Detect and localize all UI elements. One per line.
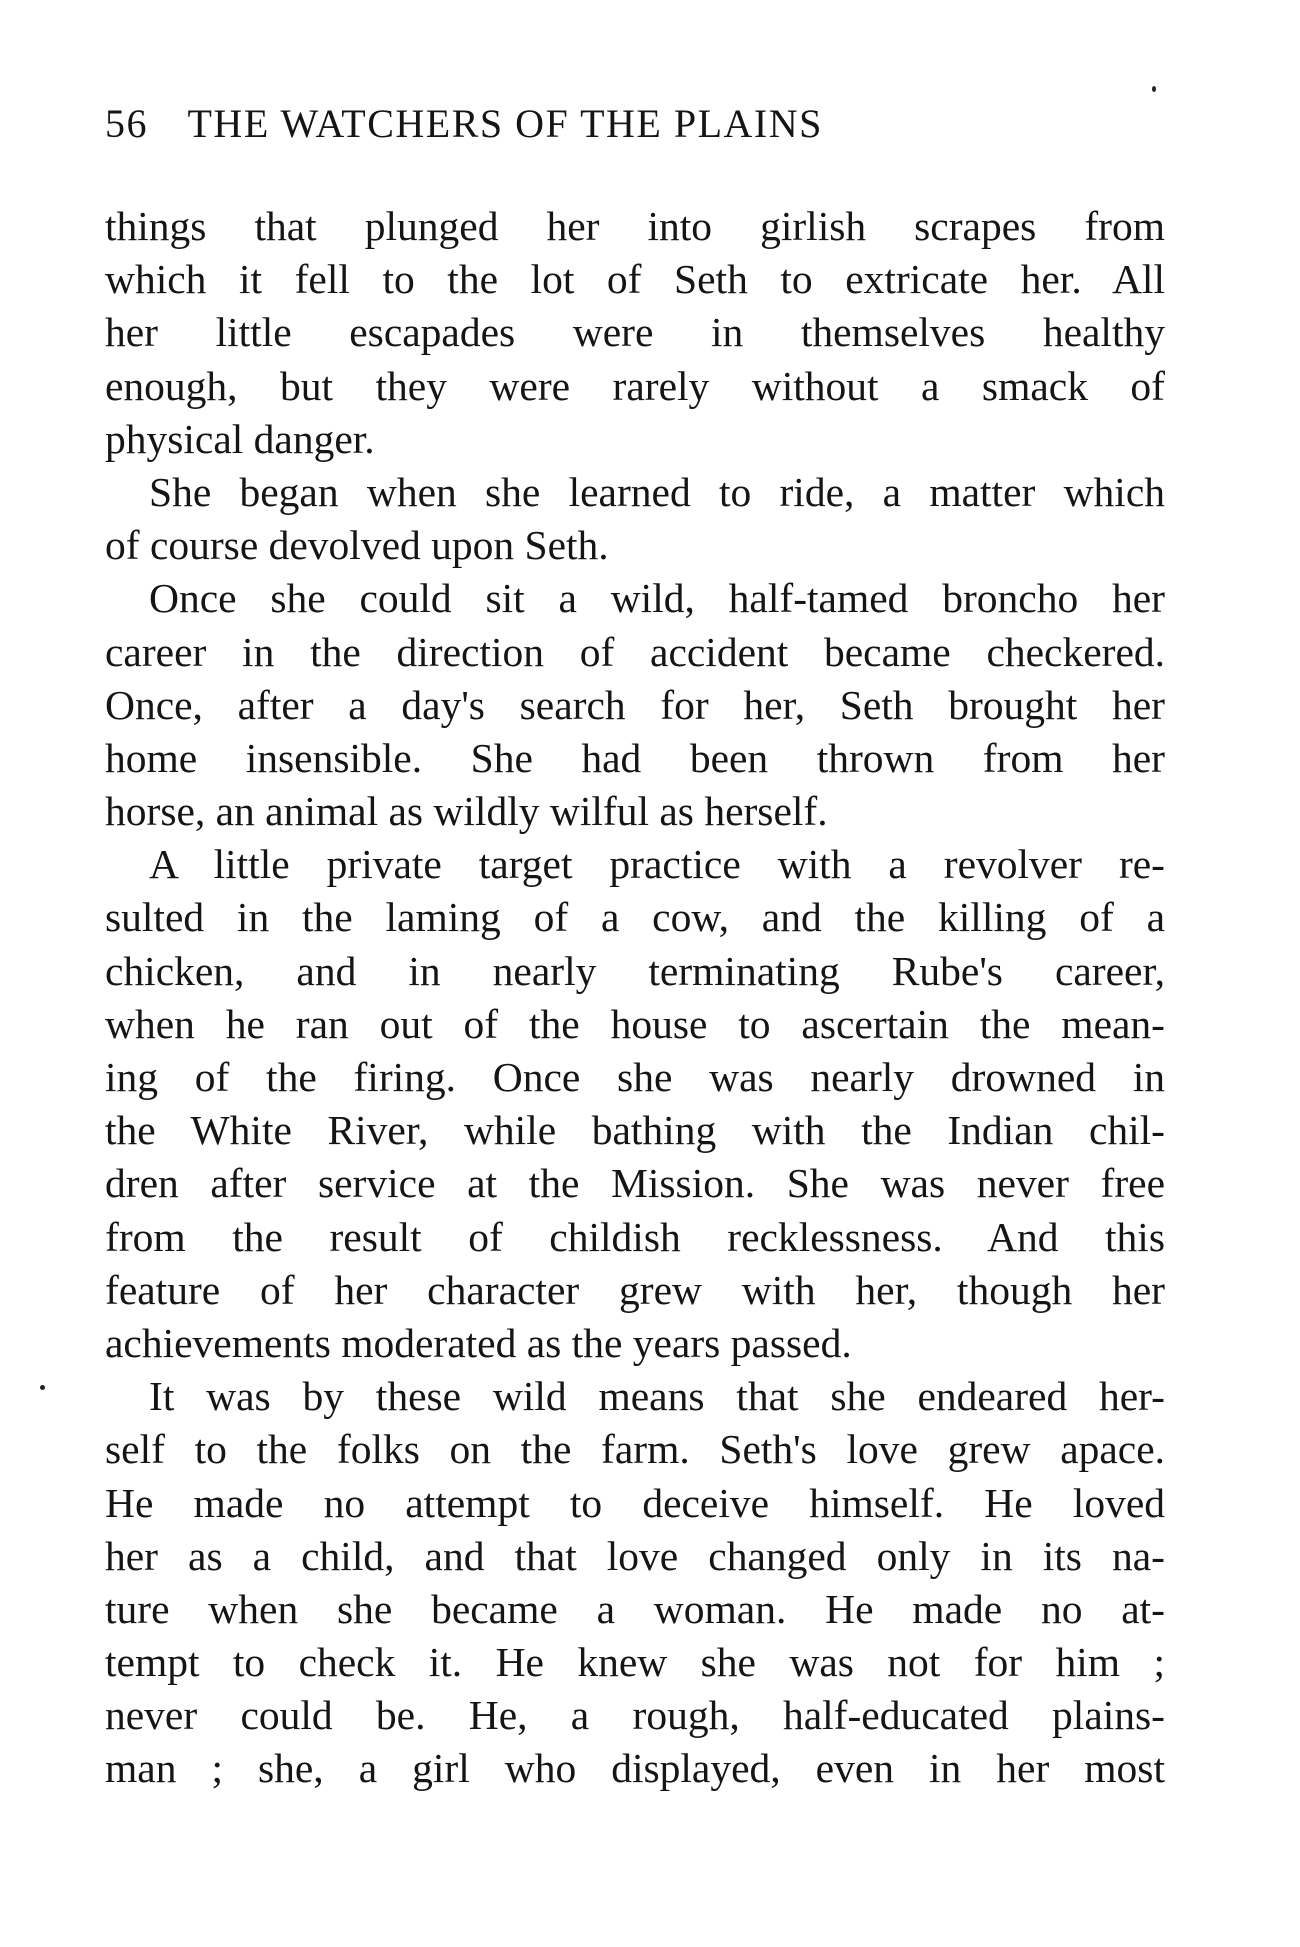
running-head (105, 100, 1165, 160)
text-line: things that plunged her into girlish scrapes from (105, 203, 1165, 249)
text-line: when he ran out of the house to ascertain the mean- (105, 1000, 1165, 1047)
ink-speck (1152, 86, 1156, 92)
text-line: which it fell to the lot of Seth to extricate her. All (105, 256, 1165, 303)
running-title: THE WATCHERS OF THE PLAINS (187, 101, 823, 146)
text-line: from the result of childish recklessness. And this (105, 1213, 1165, 1260)
text-line: dren after service at the Mission. She was never free (105, 1160, 1165, 1207)
text-line: physical danger. (105, 415, 375, 462)
text-line: career in the direction of accident became checkered. (105, 628, 1165, 675)
text-line: achievements moderated as the years passed. (105, 1319, 852, 1366)
text-line: home insensible. She had been thrown from her (105, 734, 1165, 781)
text-line: chicken, and in nearly terminating Rube's career, (105, 947, 1165, 994)
text-line: A little private target practice with a revolver re- (149, 841, 1165, 888)
text-line: sulted in the laming of a cow, and the killing of a (105, 894, 1165, 941)
ink-speck (40, 1385, 45, 1390)
text-line: She began when she learned to ride, a matter which (149, 468, 1165, 515)
text-line: It was by these wild means that she endeared her- (149, 1373, 1165, 1420)
text-line: self to the folks on the farm. Seth's love grew apace. (105, 1426, 1165, 1473)
text-line: ing of the firing. Once she was nearly drowned in (105, 1054, 1165, 1100)
text-line: feature of her character grew with her, though her (105, 1266, 1165, 1313)
text-line: Once, after a day's search for her, Seth brought her (105, 681, 1165, 728)
text-line: of course devolved upon Seth. (105, 522, 609, 569)
page-number: 56 (105, 101, 148, 146)
text-line: ture when she became a woman. He made no at- (105, 1585, 1165, 1632)
text-line: the White River, while bathing with the Indian chil- (105, 1107, 1165, 1154)
body-text (105, 200, 1165, 1796)
text-line: her little escapades were in themselves healthy (105, 309, 1165, 356)
text-line: He made no attempt to deceive himself. He loved (105, 1479, 1165, 1526)
text-line: enough, but they were rarely without a smack of (105, 362, 1165, 409)
text-line: never could be. He, a rough, half-educated plains- (105, 1692, 1165, 1739)
text-line: Once she could sit a wild, half-tamed broncho her (149, 575, 1165, 622)
text-line: tempt to check it. He knew she was not for him ; (105, 1639, 1165, 1686)
text-line: man ; she, a girl who displayed, even in her most (105, 1745, 1165, 1792)
text-line: her as a child, and that love changed only in its na- (105, 1532, 1165, 1579)
text-line: horse, an animal as wildly wilful as herself. (105, 788, 828, 835)
